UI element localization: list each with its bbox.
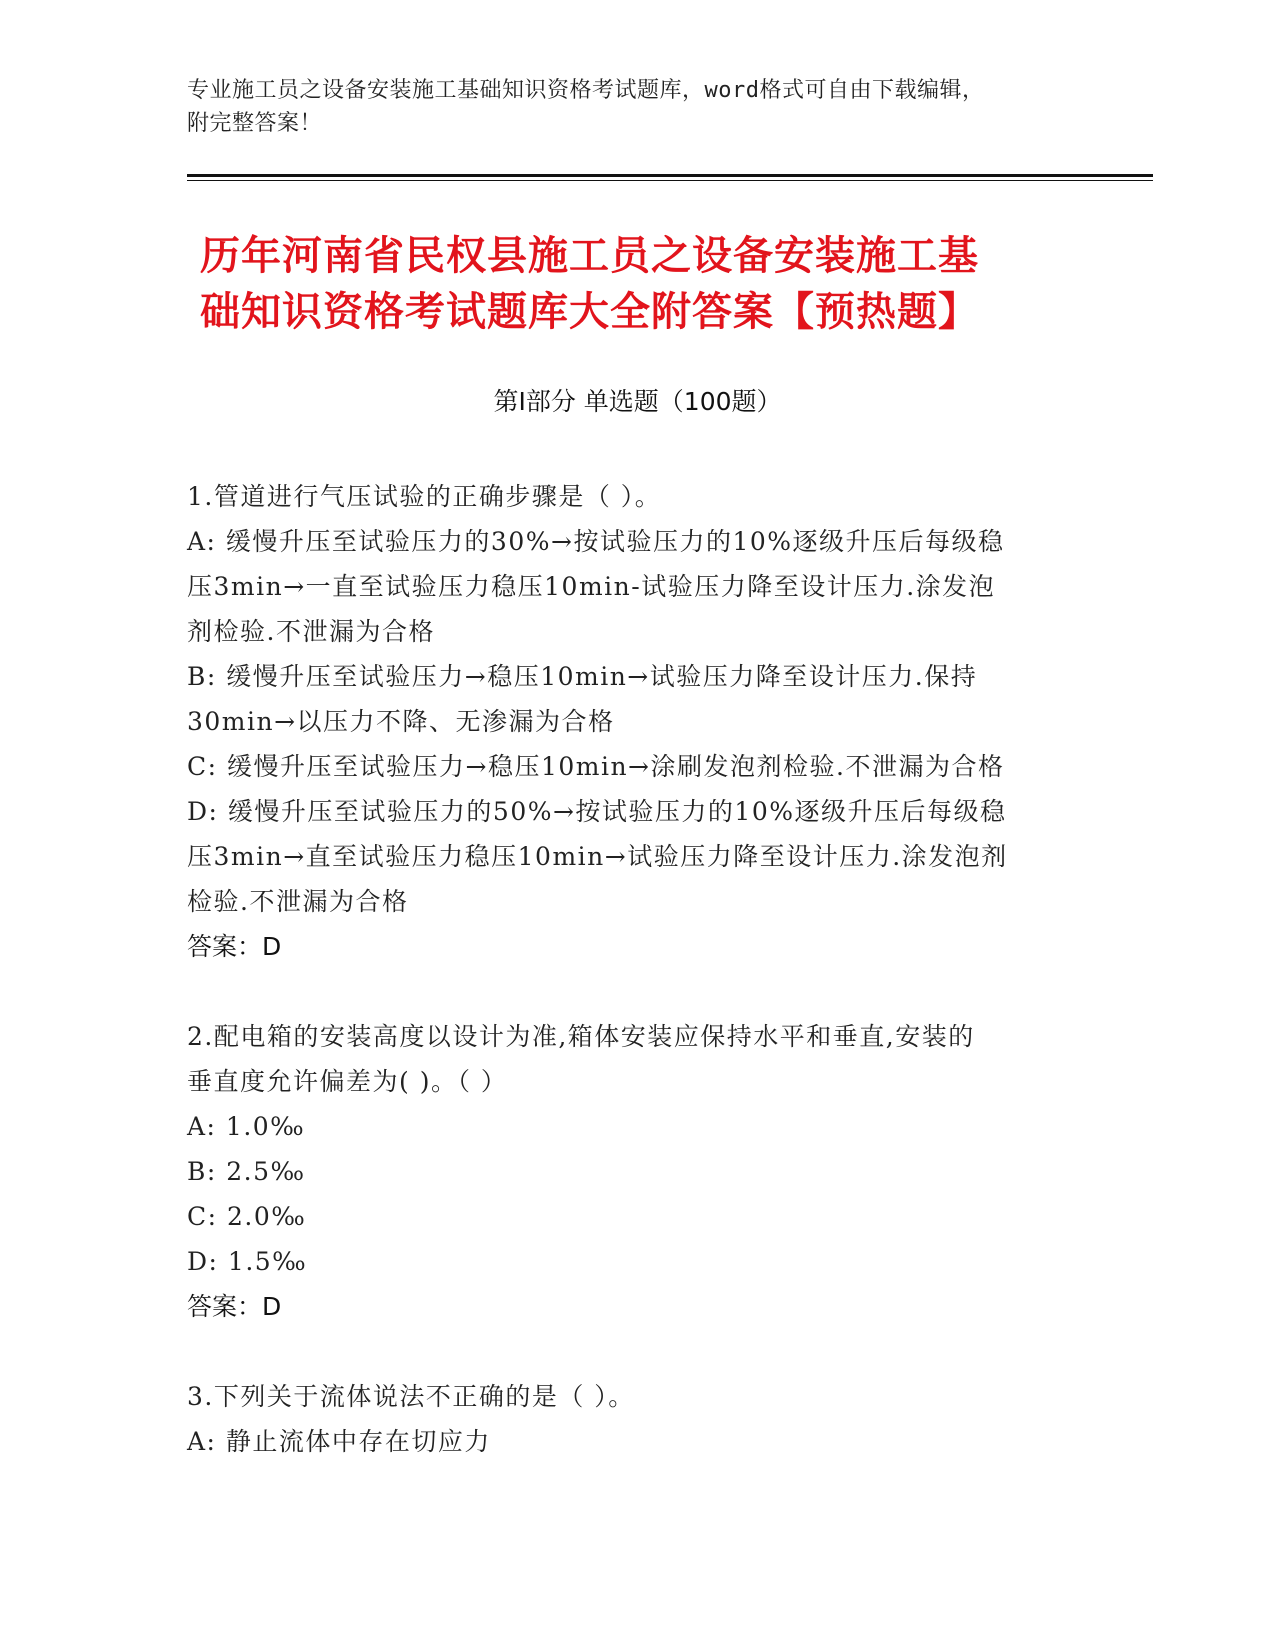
- question-item: [187, 1014, 1087, 1329]
- document-title-line: 础知识资格考试题库大全附答案【预热题】: [200, 289, 979, 335]
- option-line: D: 缓慢升压至试验压力的50%→按试验压力的10%逐级升压后每级稳: [187, 797, 1007, 826]
- option-line: B: 2.5‰: [187, 1157, 306, 1186]
- option-a: [187, 1104, 1087, 1149]
- answer-label: 答案：D: [187, 1292, 282, 1321]
- option-line: A: 1.0‰: [187, 1112, 306, 1141]
- question-item: [187, 1374, 1087, 1464]
- header-note-line: 附完整答案！: [187, 111, 323, 136]
- header-divider-thick: [187, 174, 1153, 177]
- option-b: [187, 654, 1087, 744]
- option-a: [187, 519, 1087, 654]
- document-title-line: 历年河南省民权县施工员之设备安装施工基: [200, 233, 979, 279]
- option-line: 30min→以压力不降、无渗漏为合格: [187, 707, 615, 736]
- header-note: [187, 74, 1067, 140]
- question-stem: 3.下列关于流体说法不正确的是（ ）。: [187, 1382, 635, 1411]
- question-stem: 2.配电箱的安装高度以设计为准,箱体安装应保持水平和垂直,安装的: [187, 1022, 975, 1051]
- document-title: [200, 228, 1100, 340]
- option-line: C: 2.0‰: [187, 1202, 307, 1231]
- option-d: [187, 1239, 1087, 1284]
- option-line: A: 静止流体中存在切应力: [187, 1427, 491, 1456]
- header-note-line: 专业施工员之设备安装施工基础知识资格考试题库，word格式可自由下载编辑，: [187, 78, 985, 103]
- option-line: 压3min→一直至试验压力稳压10min-试验压力降至设计压力.涂发泡: [187, 572, 996, 601]
- option-c: [187, 1194, 1087, 1239]
- option-line: C: 缓慢升压至试验压力→稳压10min→涂刷发泡剂检验.不泄漏为合格: [187, 752, 1005, 781]
- header-divider-thin: [187, 180, 1153, 181]
- option-line: D: 1.5‰: [187, 1247, 308, 1276]
- option-line: B: 缓慢升压至试验压力→稳压10min→试验压力降至设计压力.保持: [187, 662, 978, 691]
- question-stem: 1.管道进行气压试验的正确步骤是（ ）。: [187, 482, 662, 511]
- option-a: [187, 1419, 1087, 1464]
- answer-label: 答案：D: [187, 932, 282, 961]
- question-stem: 垂直度允许偏差为( )。（ ）: [187, 1067, 508, 1096]
- option-line: A: 缓慢升压至试验压力的30%→按试验压力的10%逐级升压后每级稳: [187, 527, 1005, 556]
- option-d: [187, 789, 1087, 924]
- option-line: 压3min→直至试验压力稳压10min→试验压力降至设计压力.涂发泡剂: [187, 842, 1008, 871]
- question-item: [187, 474, 1087, 969]
- option-line: 检验.不泄漏为合格: [187, 887, 409, 916]
- option-c: [187, 744, 1087, 789]
- option-b: [187, 1149, 1087, 1194]
- option-line: 剂检验.不泄漏为合格: [187, 617, 435, 646]
- question-list: [187, 474, 1087, 1509]
- section-heading: 第Ⅰ部分 单选题（100题）: [493, 387, 782, 416]
